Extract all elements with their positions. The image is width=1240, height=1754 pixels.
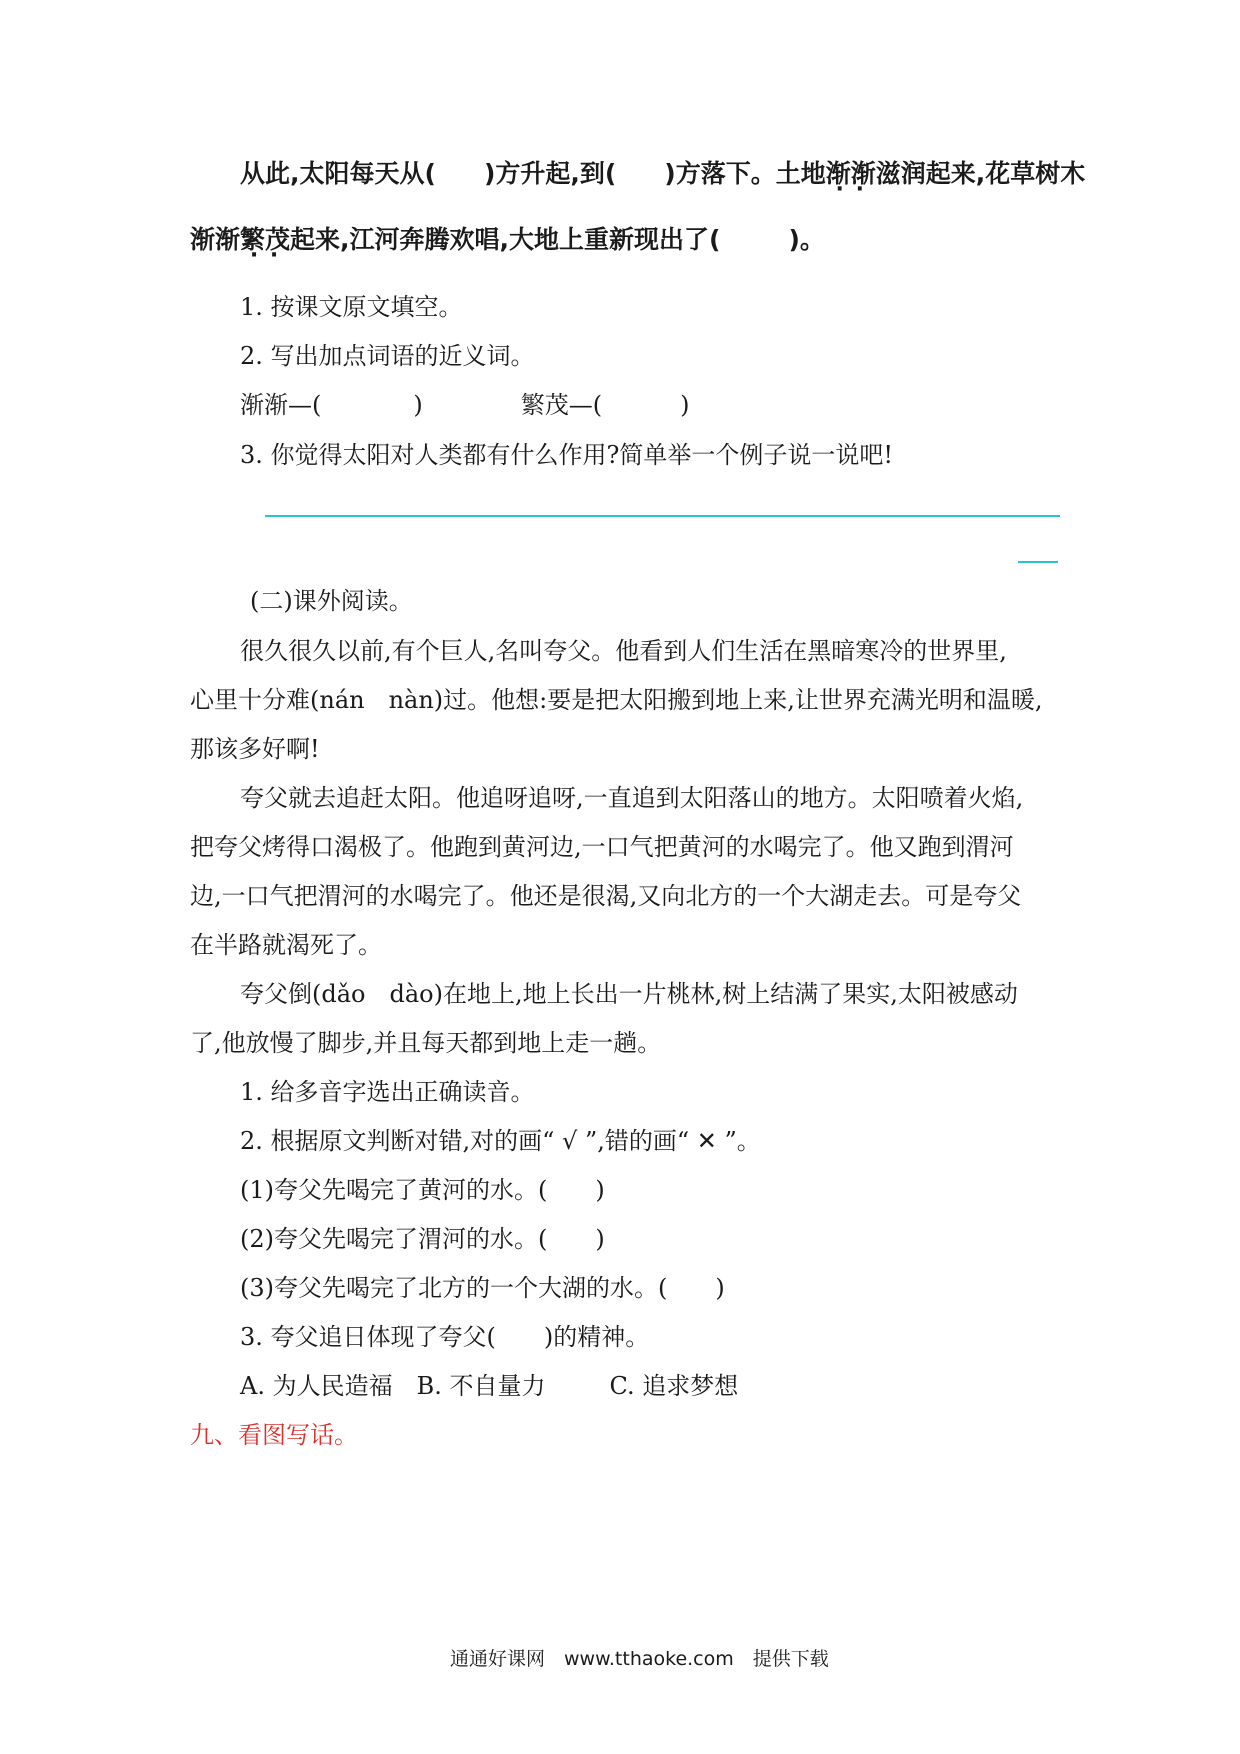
question-3: 3. 你觉得太阳对人类都有什么作用?简单举一个例子说一说吧! <box>240 441 894 469</box>
part2-question-2-3: (3)夸父先喝完了北方的一个大湖的水。( ) <box>240 1274 725 1302</box>
part2-question-2: 2. 根据原文判断对错,对的画“ √ ”,错的画“ ✕ ”。 <box>240 1127 761 1155</box>
section2-p1-l1: 很久很久以前,有个巨人,名叫夸父。他看到人们生活在黑暗寒冷的世界里, <box>240 637 1007 665</box>
option-c: C. 追求梦想 <box>609 1372 739 1400</box>
passage1-text: 起来,江河奔腾欢唱,大地上重新现出了( <box>290 225 721 254</box>
answer-line <box>265 515 1060 517</box>
part2-question-2-2: (2)夸父先喝完了渭河的水。( ) <box>240 1225 605 1253</box>
dotted-word-jianjian: 渐渐 · · <box>826 157 876 191</box>
synonym-1: 渐渐—( <box>240 391 322 419</box>
passage1-text: )方升起,到( <box>483 159 617 188</box>
option-b: B. 不自量力 <box>416 1372 546 1400</box>
passage1-text: )方落下。土地 <box>664 159 826 188</box>
section2-p1-l2: 心里十分难(nán nàn)过。他想:要是把太阳搬到地上来,让世界充满光明和温暖, <box>190 686 1043 714</box>
passage1-text: 滋润起来,花草树木 <box>875 159 1086 188</box>
passage1-text: 渐渐 <box>190 225 241 254</box>
footer-text: 通通好课网 www.tthaoke.com 提供下载 <box>450 1648 829 1670</box>
part2-question-1: 1. 给多音字选出正确读音。 <box>240 1078 535 1106</box>
dotted-word-fanmao: 繁茂 · · <box>240 223 290 257</box>
answer-line-short <box>1018 561 1058 563</box>
section2-p2-l4: 在半路就渴死了。 <box>190 931 382 959</box>
part2-question-2-1: (1)夸父先喝完了黄河的水。( ) <box>240 1176 605 1204</box>
synonym-2: 繁茂—( <box>520 391 603 419</box>
question-2: 2. 写出加点词语的近义词。 <box>240 342 535 370</box>
section2-p3-l2: 了,他放慢了脚步,并且每天都到地上走一趟。 <box>190 1029 662 1057</box>
options-row <box>240 1369 738 1403</box>
section2-p1-l3: 那该多好啊! <box>190 735 320 763</box>
synonym-1-close: ) <box>413 391 423 419</box>
passage1-text: 从此,太阳每天从( <box>240 159 436 188</box>
passage1-text: )。 <box>788 225 825 254</box>
question-1: 1. 按课文原文填空。 <box>240 293 463 321</box>
section2-title: (二)课外阅读。 <box>250 587 413 615</box>
synonym-2-close: ) <box>680 391 690 419</box>
part2-question-3: 3. 夸父追日体现了夸父( )的精神。 <box>240 1323 650 1351</box>
section2-p2-l2: 把夸父烤得口渴极了。他跑到黄河边,一口气把黄河的水喝完了。他又跑到渭河 <box>190 833 1014 861</box>
passage1-line1 <box>240 157 1085 191</box>
section2-p2-l3: 边,一口气把渭河的水喝完了。他还是很渴,又向北方的一个大湖走去。可是夸父 <box>190 882 1022 910</box>
section9-title: 九、看图写话。 <box>190 1421 358 1449</box>
passage1-line2 <box>190 223 825 257</box>
synonym-row <box>240 388 690 422</box>
section2-p2-l1: 夸父就去追赶太阳。他追呀追呀,一直追到太阳落山的地方。太阳喷着火焰, <box>240 784 1024 812</box>
section2-p3-l1: 夸父倒(dǎo dào)在地上,地上长出一片桃林,树上结满了果实,太阳被感动 <box>240 980 1018 1008</box>
option-a: A. 为人民造福 <box>240 1372 393 1400</box>
